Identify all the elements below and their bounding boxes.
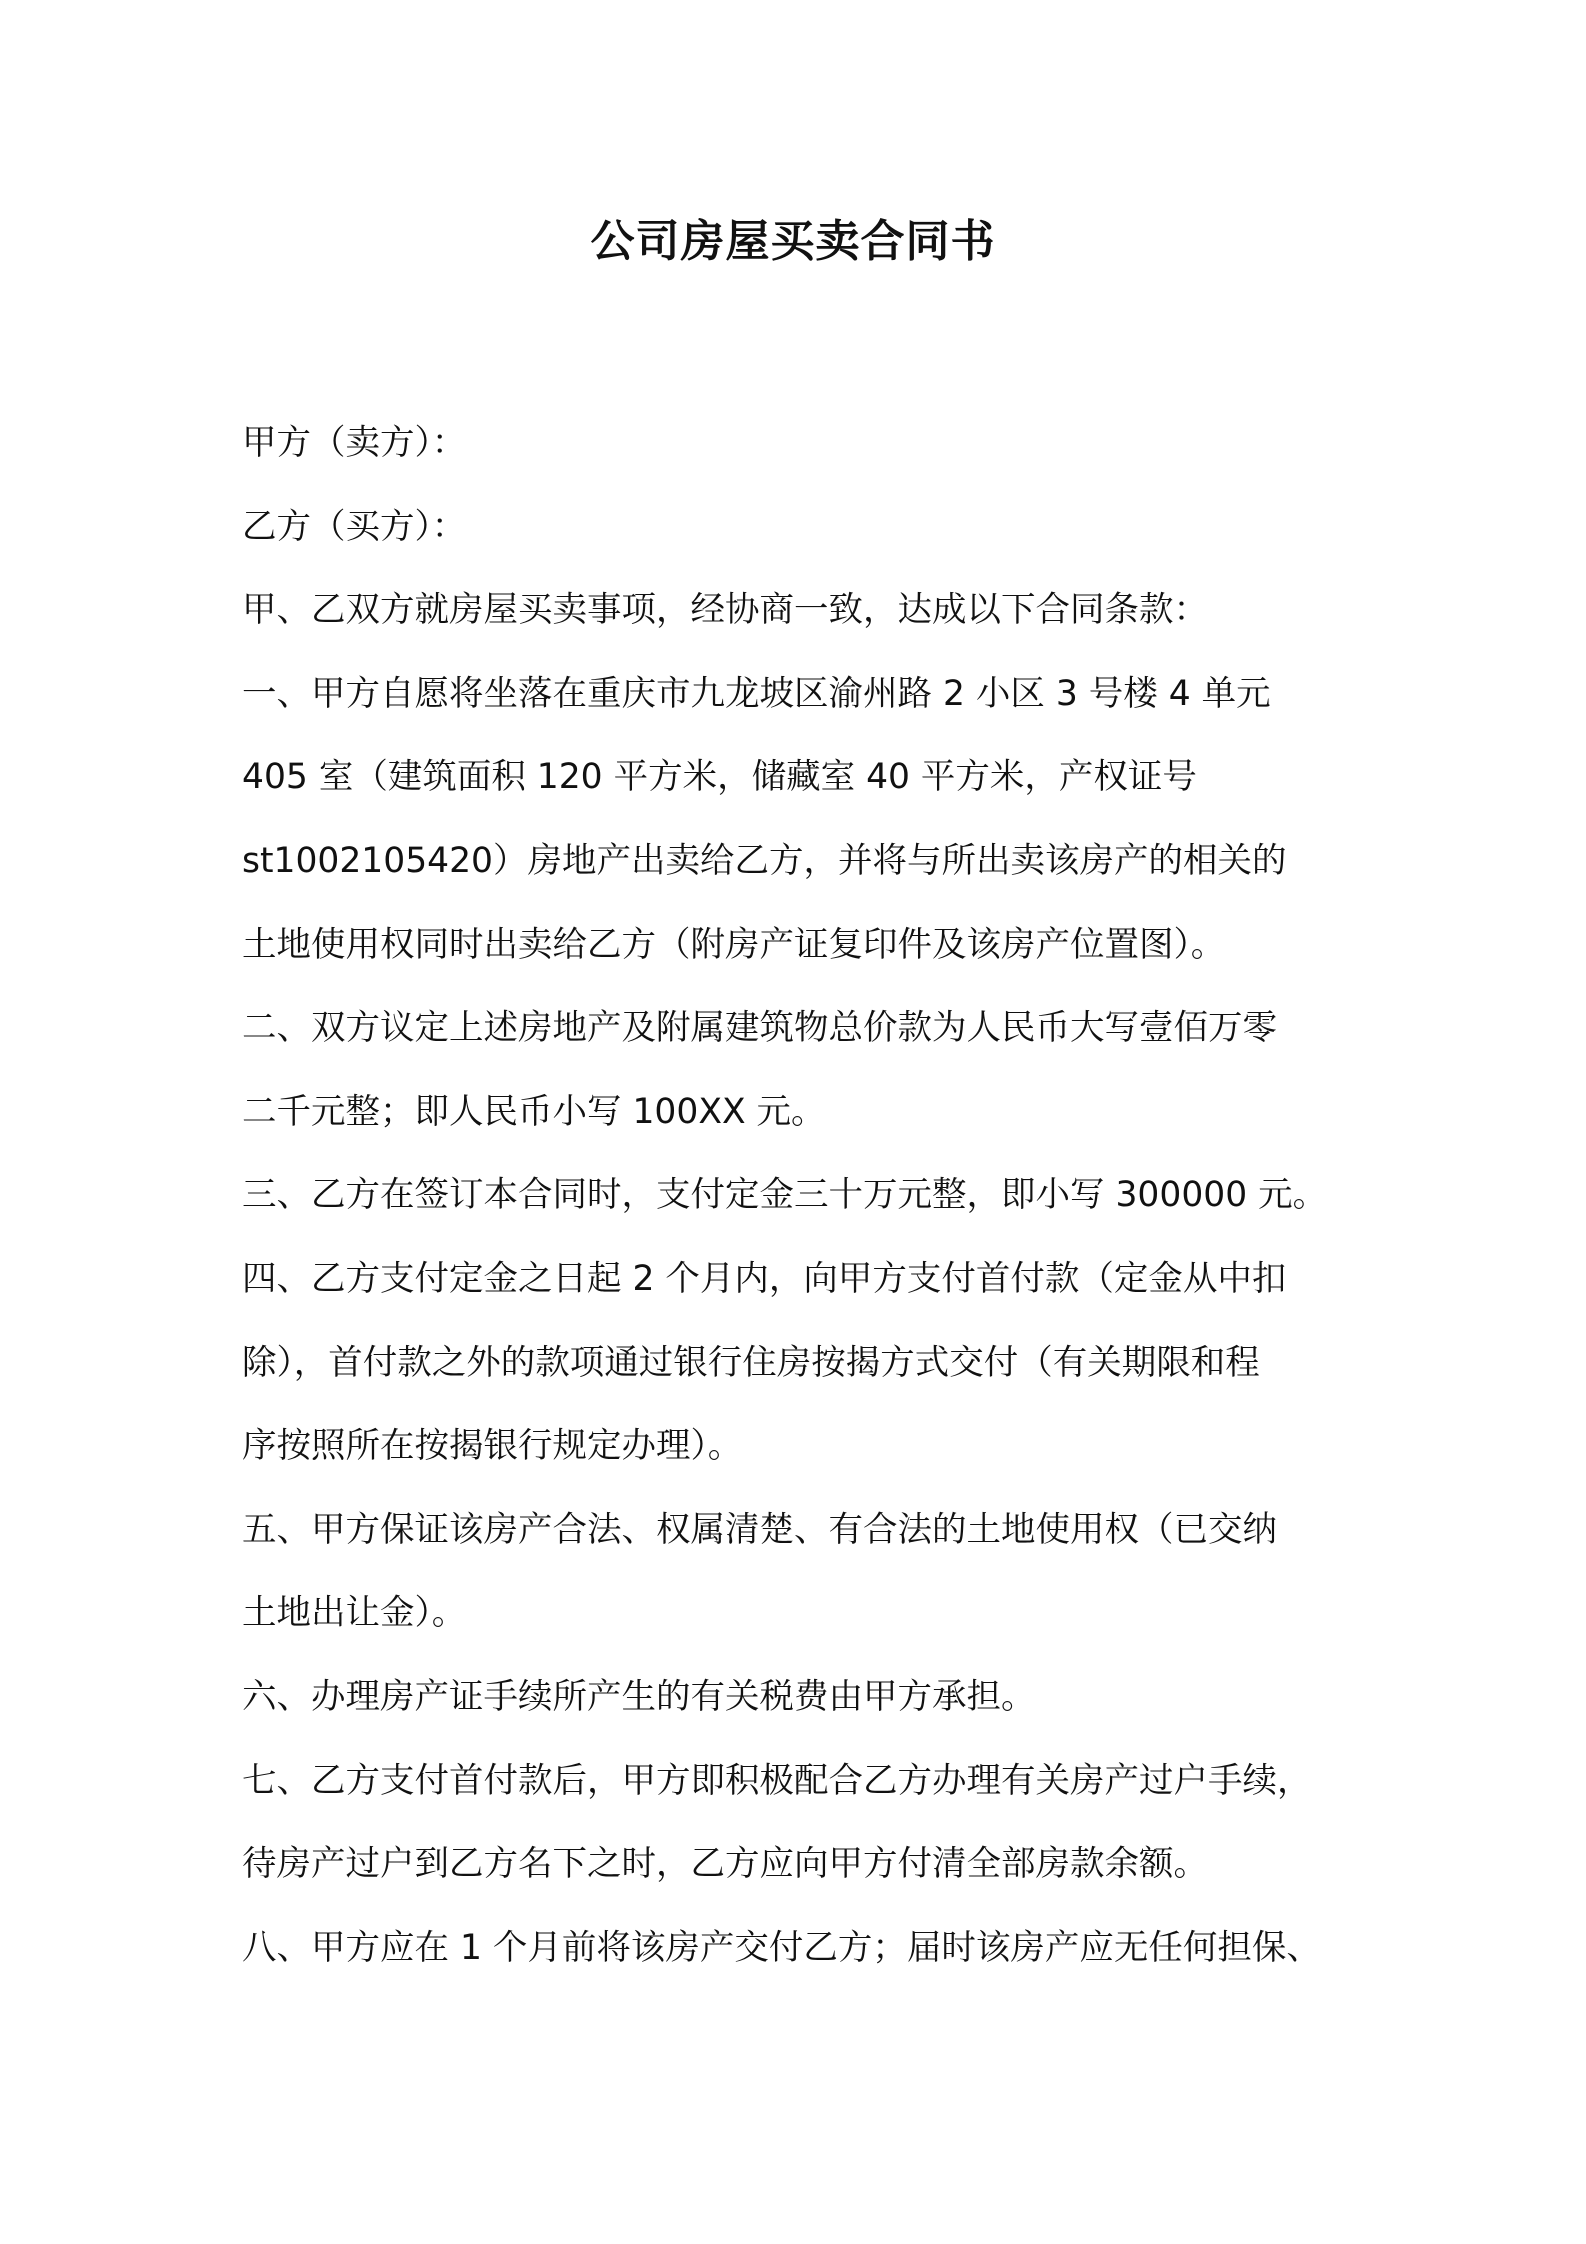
- clause-5-line: 五、甲方保证该房产合法、权属清楚、有合法的土地使用权（已交纳: [242, 1509, 1277, 1550]
- clause-2-line: 二、双方议定上述房地产及附属建筑物总价款为人民币大写壹佰万零: [242, 1008, 1277, 1049]
- clause-1-line: 405 室（建筑面积 120 平方米，储藏室 40 平方米，产权证号: [242, 757, 1197, 798]
- document-title: 公司房屋买卖合同书: [590, 216, 996, 267]
- clause-8-line: 八、甲方应在 1 个月前将该房产交付乙方；届时该房产应无任何担保、: [242, 1927, 1321, 1968]
- clause-1-line: 土地使用权同时出卖给乙方（附房产证复印件及该房产位置图）。: [242, 924, 1226, 965]
- clause-4-line: 除），首付款之外的款项通过银行住房按揭方式交付（有关期限和程: [242, 1342, 1260, 1383]
- clause-7-line: 七、乙方支付首付款后，甲方即积极配合乙方办理有关房产过户手续，: [242, 1760, 1312, 1801]
- clause-6-line: 六、办理房产证手续所产生的有关税费由甲方承担。: [242, 1676, 1036, 1717]
- party-b-line: 乙方（买方）：: [242, 506, 467, 547]
- clause-2-line: 二千元整；即人民币小写 100XX 元。: [242, 1091, 826, 1132]
- preamble-line: 甲、乙双方就房屋买卖事项，经协商一致，达成以下合同条款：: [242, 590, 1208, 631]
- clause-3-line: 三、乙方在签订本合同时，支付定金三十万元整，即小写 300000 元。: [242, 1175, 1328, 1216]
- clause-1-line: st1002105420）房地产出卖给乙方，并将与所出卖该房产的相关的: [242, 840, 1287, 881]
- clause-1-line: 一、甲方自愿将坐落在重庆市九龙坡区渝州路 2 小区 3 号楼 4 单元: [242, 673, 1271, 714]
- party-a-line: 甲方（卖方）：: [242, 423, 467, 463]
- clause-7-line: 待房产过户到乙方名下之时，乙方应向甲方付清全部房款余额。: [242, 1844, 1208, 1885]
- document-body: [242, 402, 1354, 1990]
- clause-5-line: 土地出让金）。: [242, 1593, 467, 1634]
- clause-4-line: 序按照所在按揭银行规定办理）。: [242, 1426, 743, 1467]
- clause-4-line: 四、乙方支付定金之日起 2 个月内，向甲方支付首付款（定金从中扣: [242, 1258, 1287, 1299]
